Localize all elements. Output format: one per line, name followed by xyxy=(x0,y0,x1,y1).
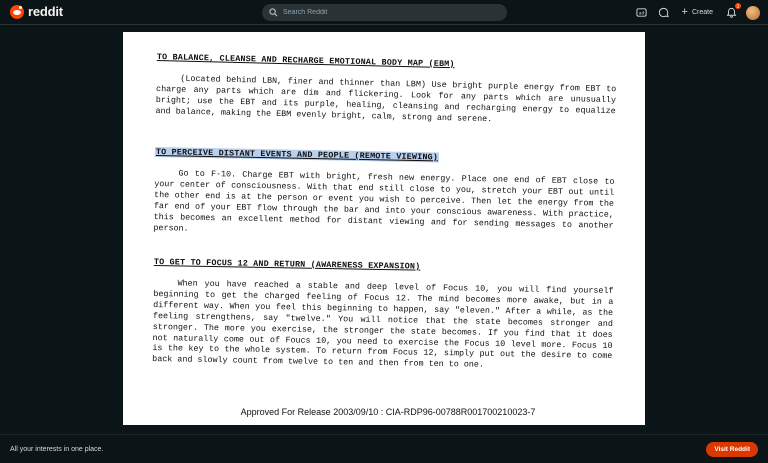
notification-badge: 2 xyxy=(736,3,740,9)
reddit-logo-icon xyxy=(10,5,24,19)
section-heading-ebm: TO BALANCE, CLEANSE AND RECHARGE EMOTIONAL BODY MAP (EBM) xyxy=(156,52,455,70)
section-body-focus-12: When you have reached a stable and deep level of Focus 10, you will find yourself beginning to get the charged feeling of Focus 12. The mind becomes more awake, but in a different way. When you feel this beginning to happen, say "eleven." After a while, as the feeling strengthens, say "twelve." You will notice that the state becomes stronger and stronger. The more you exercise, the stronger the state becomes. If you find that it does not naturally come out of Foucs 10, you need to exercise the Focus 10 level more. Focus 10 is the key to the whole system. To return from Focus 12, simply put out the desire to come back and slowly count from twelve to ten and then from ten to one. xyxy=(152,278,614,371)
visit-reddit-button[interactable]: Visit Reddit xyxy=(706,442,758,457)
bottom-banner xyxy=(0,434,768,463)
section-heading-focus-12: TO GET TO FOCUS 12 AND RETURN (AWARENESS EXPANSION) xyxy=(153,257,421,272)
bell-icon xyxy=(726,7,737,18)
search-bar[interactable] xyxy=(262,4,507,21)
section-body-ebm: (Located behind LBN, finer and thinner than LBM) Use bright purple energy from EBT to charge any parts which are dim and flickering. Look for any parts which are unusually bright; use the EBT and its purple, healing, cleansing and recharging energy to equalize and balance, making the EBM evenly bright, calm, strong and serene. xyxy=(155,73,617,124)
banner-tagline: All your interests in one place. xyxy=(10,445,104,453)
create-label: Create xyxy=(691,9,713,16)
section-focus-12 xyxy=(152,257,614,373)
avatar[interactable] xyxy=(746,6,760,20)
header-actions xyxy=(634,3,760,22)
section-heading-remote-viewing: TO PERCEIVE DISTANT EVENTS AND PEOPLE (REMOTE VIEWING) xyxy=(155,147,439,163)
create-button[interactable] xyxy=(678,7,717,18)
search-input[interactable] xyxy=(283,9,483,16)
document-scan xyxy=(123,32,645,425)
plus-icon: + xyxy=(681,6,688,18)
section-body-remote-viewing: Go to F-10. Charge EBT with bright, fresh new energy. Place one end of EBT close to your center of consciousness. With that end still close to you, stretch your EBT out until the other end is at the person or event you wish to perceive. Then let the energy from the far end of your EBT flow through the bar and into your conscious awareness. With practice, this becomes an excellent method for distant viewing and for sending messages to another person. xyxy=(153,168,615,234)
chat-icon[interactable] xyxy=(656,5,671,20)
brand-name: reddit xyxy=(28,4,63,19)
notifications-button[interactable] xyxy=(724,5,739,20)
reddit-home-link[interactable] xyxy=(10,4,63,19)
svg-text:ad: ad xyxy=(638,10,644,16)
release-stamp: Approved For Release 2003/09/10 : CIA-RDP96-00788R001700210023-7 xyxy=(240,407,536,417)
section-remote-viewing xyxy=(153,147,615,242)
section-ebm xyxy=(155,52,616,128)
top-navigation-bar xyxy=(0,0,768,25)
search-icon xyxy=(269,8,278,17)
ads-icon[interactable] xyxy=(634,5,649,20)
